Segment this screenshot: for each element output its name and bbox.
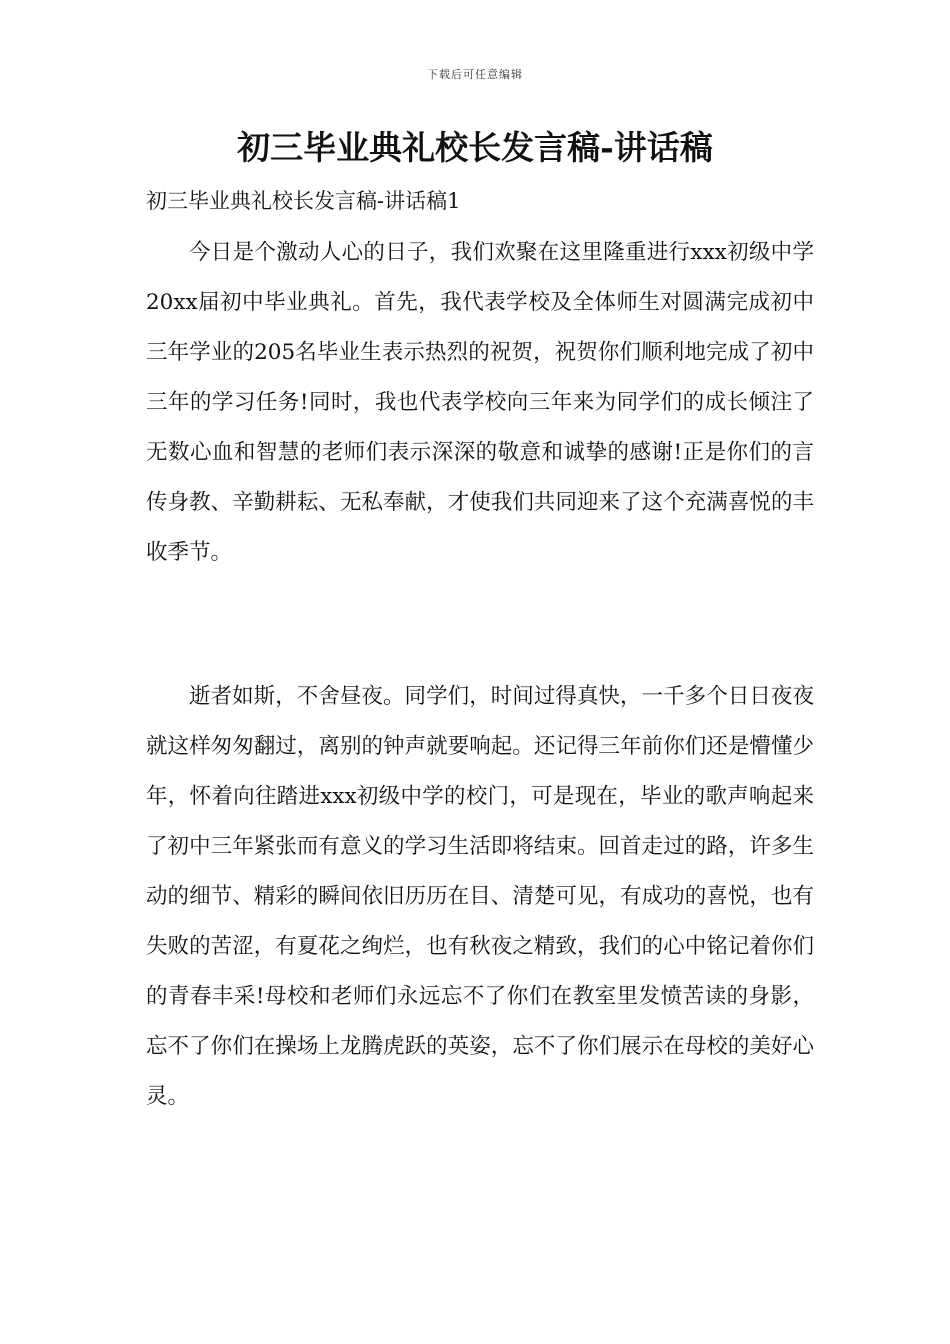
paragraph-2: 逝者如斯，不舍昼夜。同学们，时间过得真快，一千多个日日夜夜就这样匆匆翻过，离别的钟声就要响起。还记得三年前你们还是懵懂少年，怀着向往踏进xxx初级中学的校门，可是现在，毕业的歌声响起来了初中三年紧张而有意义的学习生活即将结束。回首走过的路，许多生动的细节、精彩的瞬间依旧历历在目、清楚可见，有成功的喜悦，也有失败的苦涩，有夏花之绚烂，也有秋夜之精致，我们的心中铭记着你们的青春丰采!母校和老师们永远忘不了你们在教室里发愤苦读的身影，忘不了你们在操场上龙腾虎跃的英姿，忘不了你们展示在母校的美好心灵。	[146, 684, 814, 1109]
paragraph-1: 今日是个激动人心的日子，我们欢聚在这里隆重进行xxx初级中学20xx届初中毕业典礼。首先，我代表学校及全体师生对圆满完成初中三年学业的205名毕业生表示热烈的祝贺，祝贺你们顺利地完成了初中三年的学习任务!同时，我也代表学校向三年来为同学们的成长倾注了无数心血和智慧的老师们表示深深的敬意和诚挚的感谢!正是你们的言传身教、辛勤耕耘、无私奉献，才使我们共同迎来了这个充满喜悦的丰收季节。	[146, 240, 814, 565]
document-title: 初三毕业典礼校长发言稿-讲话稿	[237, 128, 713, 167]
document-subtitle: 初三毕业典礼校长发言稿-讲话稿1	[146, 189, 461, 213]
header-note: 下载后可任意编辑	[427, 68, 523, 81]
